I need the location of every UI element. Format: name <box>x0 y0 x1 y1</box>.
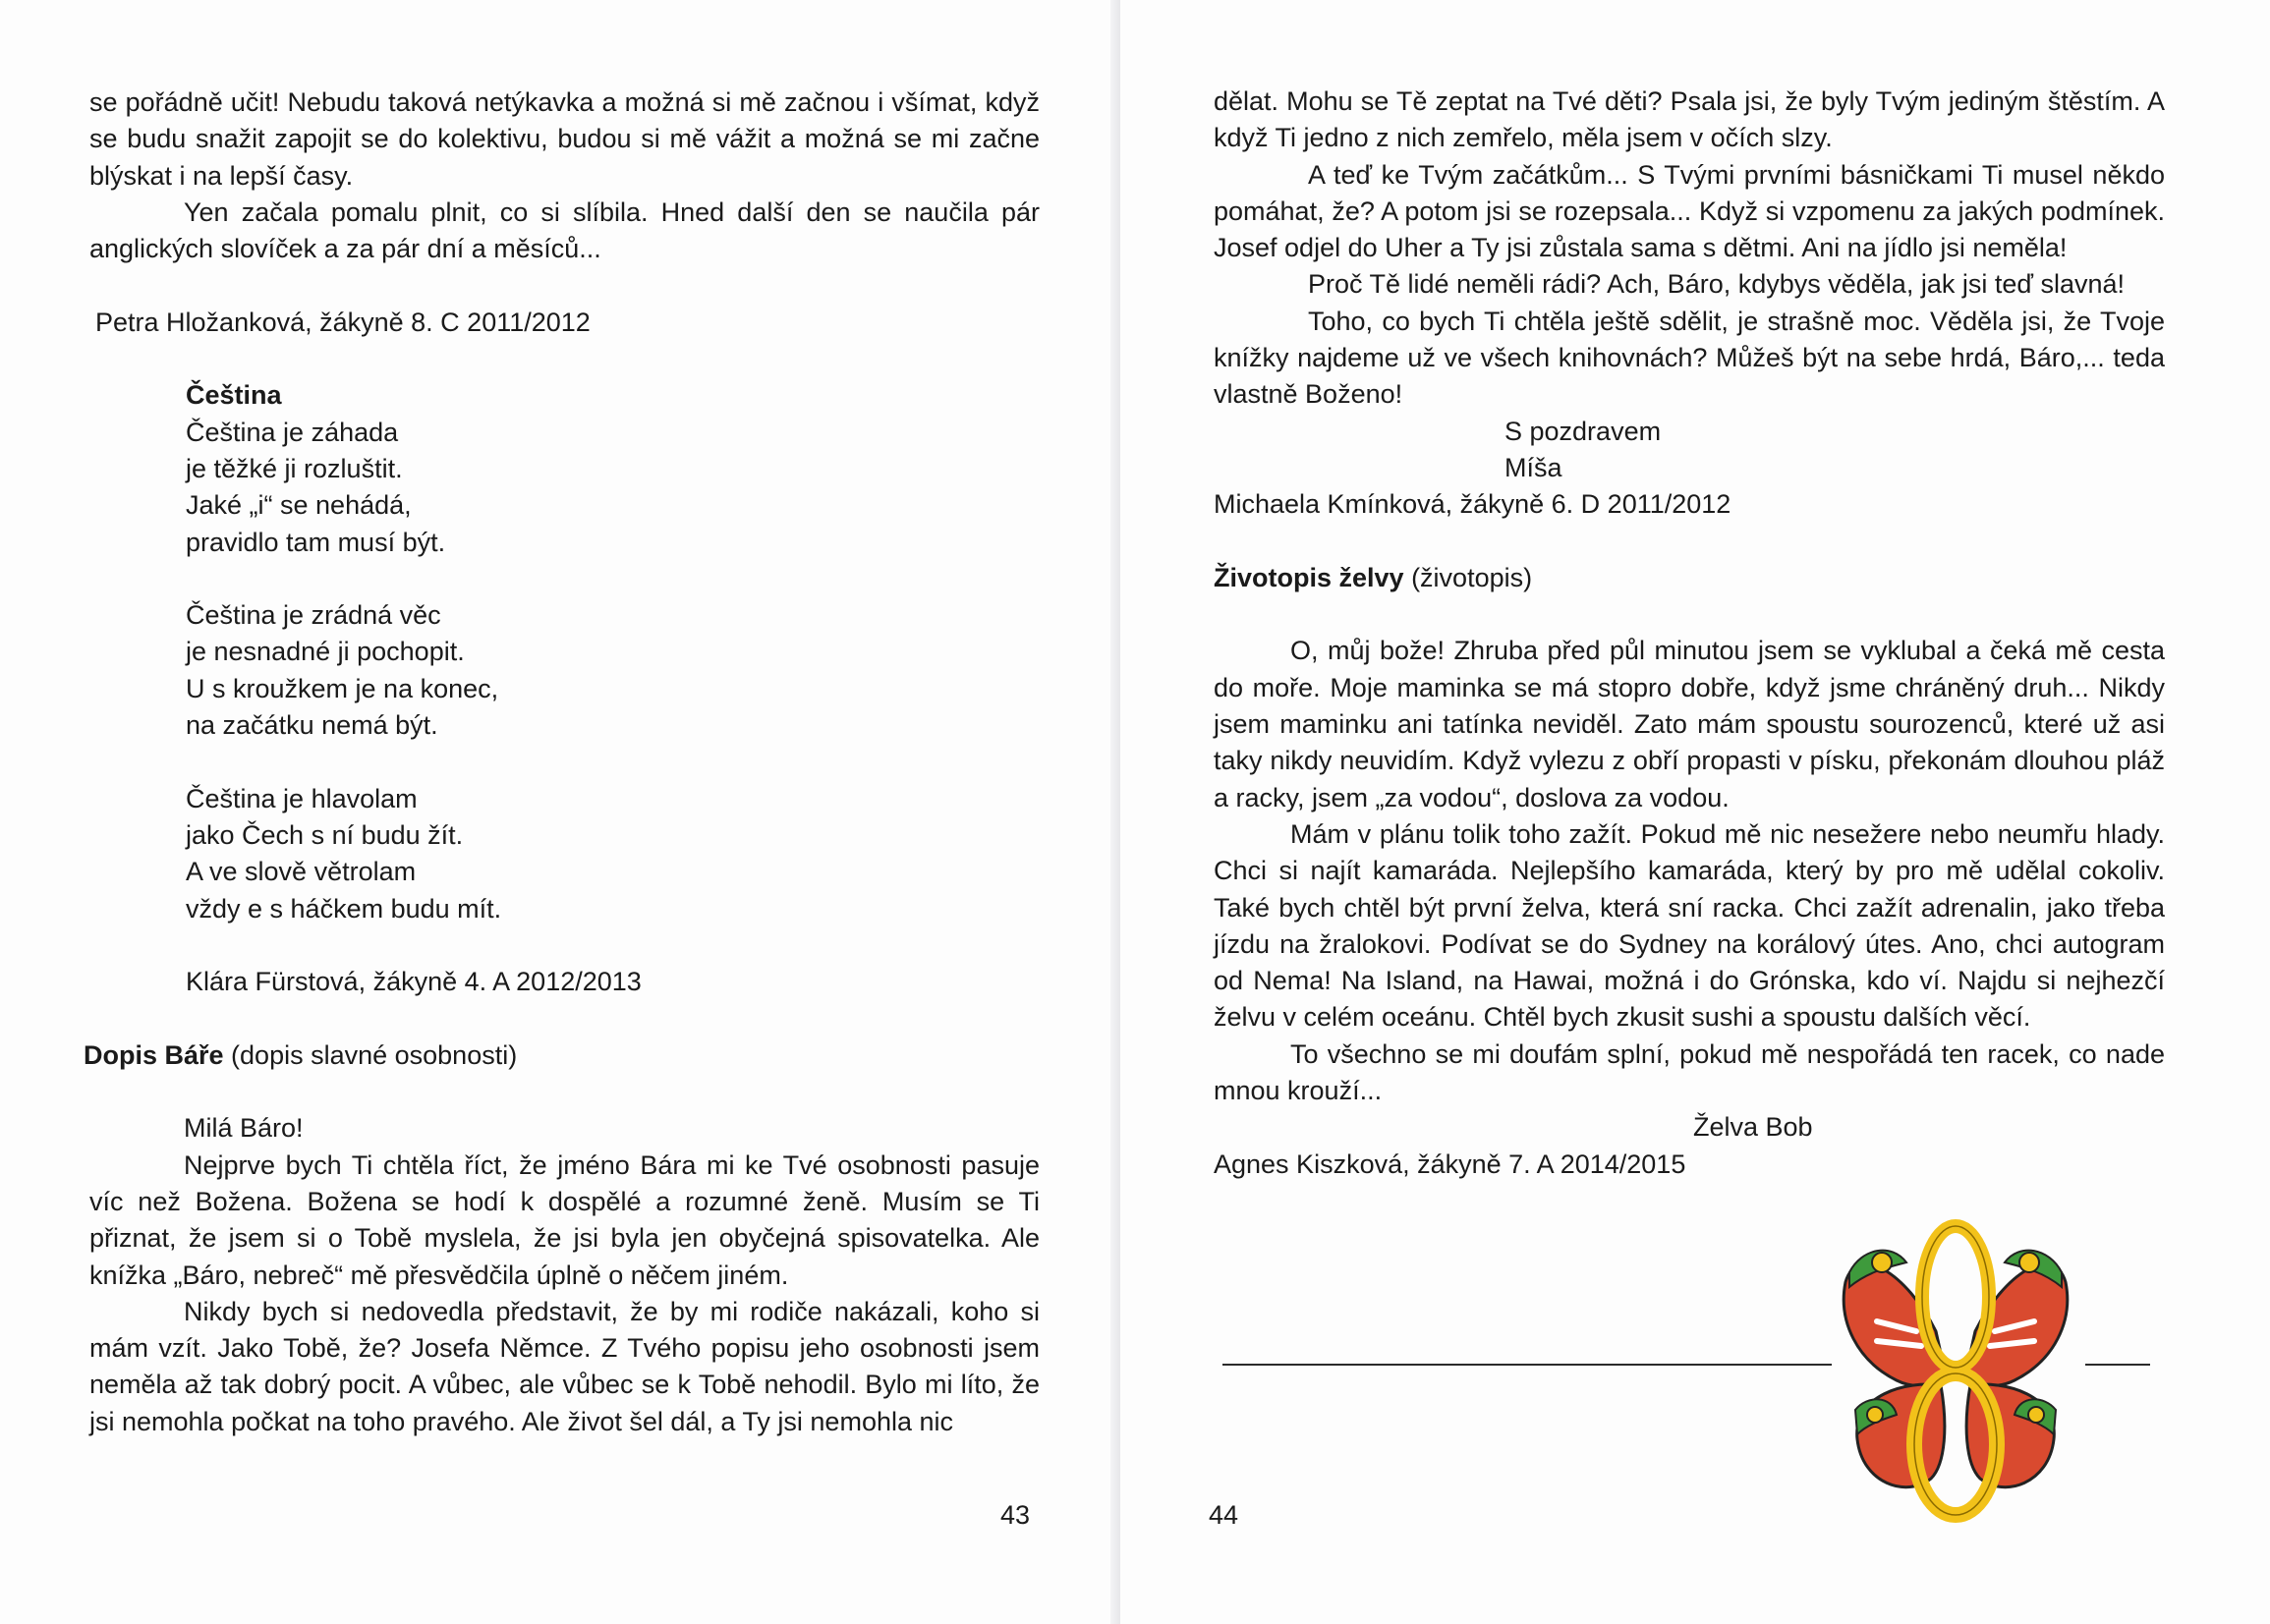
biography-paragraph: O, můj bože! Zhruba před půl minutou jsem se vyklubal a čeká mě cesta do moře. Moje maminka se má stopro dobře, když jsme chráněný druh... Nikdy jsem maminku ani tatínka neviděl. Zato mám spoustu sourozenců, které už asi taky nikdy neuvidím. Když vylezu z obří propasti v písku, překonám dlouhou pláž a racky, jsem „za vodou“, doslova za vodou. <box>1214 636 2165 812</box>
poem-line: U s kroužkem je na konec, <box>186 673 499 703</box>
letter-heading <box>84 1037 1040 1074</box>
biography-sign: Želva Bob <box>1693 1112 1813 1143</box>
biography-heading <box>1214 560 2165 596</box>
biography-paragraph: Mám v plánu tolik toho zažít. Pokud mě nic nesežere nebo neumřu hlady. Chci si najít kamaráda. Nejlepšího kamaráda, který by pro mě udělal cokoliv. Také bych chtěl být první želva, která sní racka. Chci zažít adrenalin, jako třeba jízdu na žralokovi. Podívat se do Sydney na korálový útes. Ano, chci autogram od Nema! Na Island, na Hawai, možná i do Grónska, kdo ví. Najdu si nejhezčí želvu v celém oceánu. Chtěl bych zkusit sushi a spoustu dalších věcí. <box>1214 818 2165 1033</box>
poem-line: je těžké ji rozluštit. <box>186 453 403 483</box>
letter-greeting: Milá Báro! <box>184 1113 304 1144</box>
poem-line: Čeština je zrádná věc <box>186 600 441 631</box>
poem-line: pravidlo tam musí být. <box>186 527 446 557</box>
biography-paragraph: To všechno se mi doufám splní, pokud mě nespořádá ten racek, co nade mnou krouží... <box>1214 1038 2165 1106</box>
letter-paragraph: Nejprve bych Ti chtěla říct, že jméno Bára mi ke Tvé osobnosti pasuje víc než Božena. Božena se hodí k dospělé a rozumné ženě. Musím se Ti přiznat, že jsem si o Tobě myslela, že jsi byla jen obyčejná spisovatelka. Ale knížka „Báro, nebreč“ mě přesvědčila úplně o něčem jiném. <box>89 1149 1040 1290</box>
yen-paragraph: Yen začala pomalu plnit, co si slíbila. Hned další den se naučila pár anglických slovíček a za pár dní a měsíců... <box>89 196 1040 264</box>
right-page <box>1120 0 2270 1624</box>
page-number-right: 44 <box>1209 1500 1239 1530</box>
letter-closing-name: Míša <box>1504 452 1562 482</box>
story-ending-paragraph: se pořádně učit! Nebudu taková netýkavka a možná si mě začnou i všímat, když se budu snažit zapojit se do kolektivu, budou si mě vážit a možná se mi začne blýskat i na lepší časy. <box>89 87 1040 191</box>
letter-paragraph: Proč Tě lidé neměli rádi? Ach, Báro, kdybys věděla, jak jsi teď slavná! <box>1308 269 2126 300</box>
biography-title: Životopis želvy <box>1214 562 1404 592</box>
poem-line: Čeština je hlavolam <box>186 783 418 813</box>
poem-line: na začátku nemá být. <box>186 710 438 741</box>
poem <box>89 377 1040 1000</box>
author-signature-kminkova: Michaela Kmínková, žákyně 6. D 2011/2012 <box>1214 489 1731 520</box>
right-page-text <box>1214 84 2165 1183</box>
separator-line-short <box>2085 1364 2150 1366</box>
poem-line: Jaké „i“ se nehádá, <box>186 490 412 521</box>
biography-title-note: (životopis) <box>1403 562 1533 592</box>
poem-line: vždy e s háčkem budu mít. <box>186 893 502 924</box>
letter-paragraph: Nikdy bych si nedovedla představit, že by mi rodiče nakázali, koho si mám vzít. Jako Tobě, že? Josefa Němce. Z Tvého popisu jeho osobnosti jsem neměla až tak dobrý pocit. A vůbec, ale vůbec se k Tobě nehodil. Bylo mi líto, že jsi nemohla počkat na toho pravého. Ale život šel dál, a Ty jsi nemohla nic <box>89 1296 1040 1436</box>
letter-continuation: dělat. Mohu se Tě zeptat na Tvé děti? Psala jsi, že byly Tvým jediným štěstím. A když Ti jedno z nich zemřelo, měla jsem v očích slzy. <box>1214 86 2165 153</box>
left-page-text <box>84 84 1040 1440</box>
poem-line: A ve slově větrolam <box>186 857 417 887</box>
butterfly-eight-icon <box>1838 1213 2073 1528</box>
letter-paragraph: A teď ke Tvým začátkům... S Tvými prvními básničkami Ti musel někdo pomáhat, že? A potom jsi se rozepsala... Když si vzpomenu za jakých podmínek. Josef odjel do Uher a Ty jsi zůstala sama s dětmi. Ani na jídlo jsi neměla! <box>1214 159 2165 263</box>
page-number-left: 43 <box>1000 1500 1031 1530</box>
poem-title: Čeština <box>186 380 282 411</box>
letter-title-note: (dopis slavné osobnosti) <box>223 1039 518 1070</box>
letter-closing: S pozdravem <box>1504 416 1662 446</box>
letter-paragraph: Toho, co bych Ti chtěla ještě sdělit, je strašně moc. Věděla jsi, že Tvoje knížky najdeme už ve všech knihovnách? Můžeš být na sebe hrdá, Báro,... teda vlastně Boženo! <box>1214 306 2165 410</box>
poem-line: Čeština je záhada <box>186 417 399 447</box>
letter-title: Dopis Báře <box>84 1039 224 1070</box>
separator-line <box>1222 1364 1832 1366</box>
author-signature-furstova: Klára Fürstová, žákyně 4. A 2012/2013 <box>186 967 642 997</box>
author-signature-hlozankova: Petra Hložanková, žákyně 8. C 2011/2012 <box>95 307 591 337</box>
poem-line: jako Čech s ní budu žít. <box>186 819 464 850</box>
poem-line: je nesnadné ji pochopit. <box>186 637 465 667</box>
left-page <box>0 0 1120 1624</box>
author-signature-kiszkova: Agnes Kiszková, žákyně 7. A 2014/2015 <box>1214 1148 1686 1179</box>
